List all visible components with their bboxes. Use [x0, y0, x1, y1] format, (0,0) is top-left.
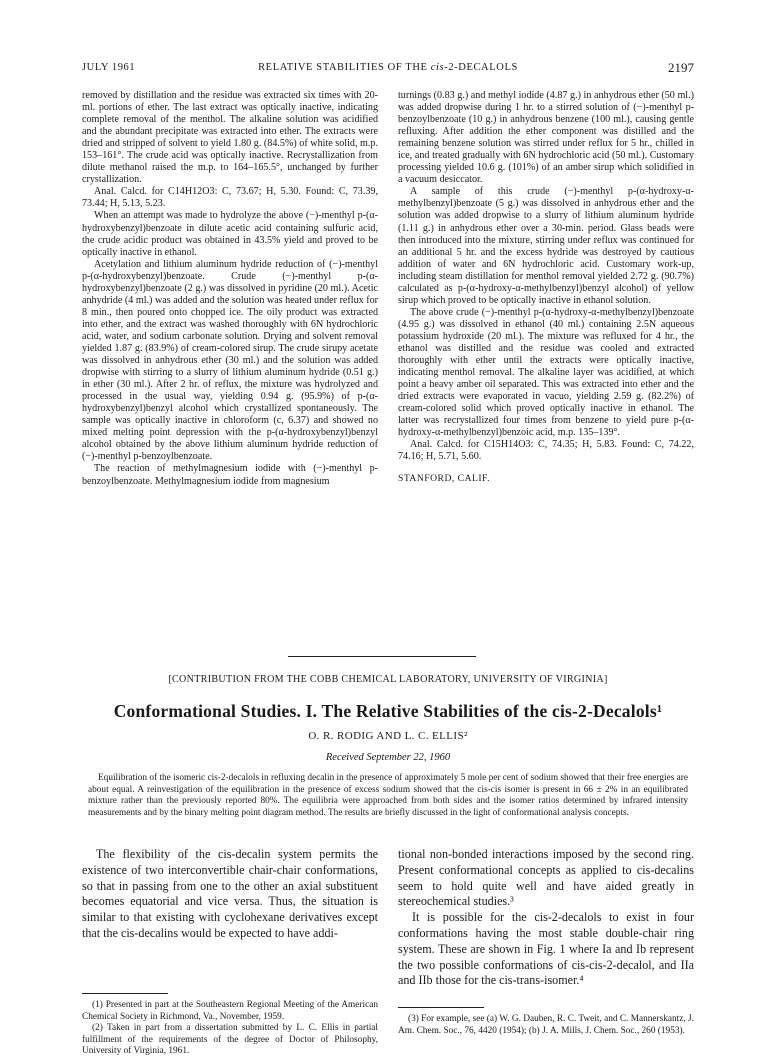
- paragraph: It is possible for the cis-2-decalols to exist in four conformations having the most stable double-chair ring system. These are shown in Fig. 1 where Ia and Ib represent the two possible conformations of cis-cis-2-decalol, and IIa and IIb those for the cis-trans-isomer.⁴: [398, 910, 694, 988]
- footnote: (2) Taken in part from a dissertation submitted by L. C. Ellis in partial fulfillment of the requirements of the degree of Doctor of Philosophy, University of Virginia, 1961.: [82, 1023, 378, 1057]
- footnotes-right: [398, 1014, 694, 1037]
- left-column-text: [82, 90, 378, 488]
- abstract-text: Equilibration of the isomeric cis-2-decalols in refluxing decalin in the presence of approximately 5 mole per cent of sodium showed that their free energies are about equal. A reinvestigation of the equilibration in the presence of excess sodium showed that the cis-cis isomer is present in 66 ± 2% in an equilibrated mixture rather than the previously reported 80%. The equilibria were approached from both sides and the isomer ratios determined by infrared intensity measurements and by the binary melting point diagram method. The results are briefly discussed in the light of conformational analysis concepts.: [88, 773, 688, 818]
- paragraph: A sample of this crude (−)-menthyl p-(α-hydroxy-α-methylbenzyl)benzoate (5 g.) was dissolved in anhydrous ether and the solution was added dropwise to a slurry of lithium aluminum hydride (1.11 g.) in anhydrous ether over a 30-min. period. Glass beads were then introduced into the mixture, stirring under reflux was continued for an additional 5 hr. and the excess hydride was destroyed by cautious addition of water and 6N hydrochloric acid. Customary work-up, including steam distillation for menthol removal yielded 2.72 g. (90.7%) calculated as p-(α-hydroxy-α-methylbenzyl)benzyl alcohol) of yellow sirup which proved to be optically inactive in ethanol solution.: [398, 186, 694, 306]
- paragraph: The reaction of methylmagnesium iodide with (−)-menthyl p-benzoylbenzoate. Methylmagnesium iodide from magnesium: [82, 463, 378, 487]
- running-title: RELATIVE STABILITIES OF THE cis-2-DECALOLS: [258, 62, 518, 73]
- received-date: Received September 22, 1960: [325, 752, 451, 763]
- paragraph: Anal. Calcd. for C14H12O3: C, 73.67; H, 5.30. Found: C, 73.39, 73.44; H, 5.13, 5.23.: [82, 186, 378, 210]
- paragraph: Acetylation and lithium aluminum hydride reduction of (−)-menthyl p-(α-hydroxybenzyl)benzoate. Crude (−)-menthyl p-(α-hydroxybenzyl)benzoate (2 g.) was dissolved in pyridine (20 ml.). Acetic anhydride (4 ml.) was added and the solution was heated under reflux for 8 min., then poured onto chopped ice. The oily product was extracted into ether, and the extract was washed thoroughly with 6N hydrochloric acid, water, and sodium carbonate solution. Drying and solvent removal yielded 1.87 g. (83.9%) of cream-colored sirup. The crude sirupy acetate was dissolved in anhydrous ether (30 ml.) and the solution was added dropwise with stirring to a slurry of lithium aluminum hydride (0.51 g.) in ether (30 ml.). After 2 hr. of reflux, the mixture was hydrolyzed and processed in the usual way, yielding 0.94 g. (95.9%) of p-(α-hydroxybenzyl)benzyl alcohol which crystallized spontaneously. The sample was optically inactive in chloroform (c, 6.37) and showed no mixed melting point depression with the p-(α-hydroxybenzyl)benzyl alcohol obtained by the above lithium aluminum hydride reduction of (−)-menthyl p-benzoylbenzoate.: [82, 258, 378, 463]
- paragraph: removed by distillation and the residue was extracted six times with 20-ml. portions of ether. The last extract was optically inactive, indicating complete removal of the menthol. The alkaline solution was acidified and the abundant precipitate was extracted into ether. The extracts were dried and stripped of solvent to yield 1.80 g. (84.5%) of white solid, m.p. 153–161°. The crude acid was optically inactive. Recrystallization from dilute methanol raised the m.p. to 164–165.5°, unchanged by further crystallization.: [82, 90, 378, 186]
- page-number: 2197: [668, 60, 694, 75]
- footnote: (3) For example, see (a) W. G. Dauben, R. C. Tweit, and C. Mannerskantz, J. Am. Chem. Soc., 76, 4420 (1954); (b) J. A. Mills, J. Chem. Soc., 260 (1953).: [398, 1014, 694, 1036]
- location-signoff: STANFORD, CALIF.: [398, 473, 491, 485]
- footnote-divider: [82, 993, 168, 994]
- footnote: (1) Presented in part at the Southeastern Regional Meeting of the American Chemical Society in Richmond, Va., November, 1959.: [82, 1000, 378, 1022]
- authors: O. R. RODIG AND L. C. ELLIS²: [308, 730, 468, 742]
- body-left-column: [82, 847, 378, 942]
- footnote-divider: [398, 1007, 484, 1008]
- issue-date: JULY 1961: [82, 62, 136, 73]
- running-head: [82, 62, 694, 78]
- article-title: Conformational Studies. I. The Relative Stabilities of the cis-2-Decalols¹: [113, 701, 663, 721]
- right-column-text: [398, 90, 694, 486]
- contribution-line: [CONTRIBUTION FROM THE COBB CHEMICAL LABORATORY, UNIVERSITY OF VIRGINIA]: [168, 674, 608, 685]
- footnotes-left: [82, 1000, 378, 1058]
- paragraph: tional non-bonded interactions imposed by the second ring. Present conformational concepts as applied to cis-decalins seem to hold quite well and have aided greatly in stereochemical studies.³: [398, 847, 694, 909]
- paragraph: Anal. Calcd. for C15H14O3: C, 74.35; H, 5.83. Found: C, 74.22, 74.16; H, 5.71, 5.60.: [398, 439, 694, 463]
- paragraph: The above crude (−)-menthyl p-(α-hydroxy-α-methylbenzyl)benzoate (4.95 g.) was dissolved in ethanol (40 ml.) containing 2.5N aqueous potassium hydroxide (20 ml.). The mixture was refluxed for 4 hr., the ethanol was distilled and the residue was cooled and extracted thoroughly with ether until the extracts were optically inactive, indicating menthol removal. The alkaline layer was acidified, at which point a heavy amber oil separated. This was extracted into ether and the dried extracts were evaporated in vacuo, yielding 2.59 g. (82.2%) of cream-colored solid which proved optically inactive in ethanol. The latter was recrystallized four times from benzene to yield pure p-(α-hydroxy-α-methylbenzyl)benzoic acid, m.p. 135–139°.: [398, 306, 694, 439]
- paragraph: When an attempt was made to hydrolyze the above (−)-menthyl p-(α-hydroxybenzyl)benzoate in dilute acetic acid containing sulfuric acid, the crude acidic product was obtained in 43.5% yield and proved to be optically inactive in ethanol.: [82, 210, 378, 258]
- paragraph: The flexibility of the cis-decalin system permits the existence of two interconvertible chair-chair conformations, so that in passing from one to the other an axial substituent becomes equatorial and vice versa. Thus, the situation is similar to that existing with cyclohexane derivatives except that the cis-decalins would be expected to have addi-: [82, 847, 378, 940]
- body-right-column: [398, 847, 694, 989]
- paragraph: turnings (0.83 g.) and methyl iodide (4.87 g.) in anhydrous ether (50 ml.) was added dropwise during 1 hr. to a stirred solution of (−)-menthyl p-benzoylbenzoate (10 g.) in anhydrous benzene (100 ml.), causing gentle refluxing. After addition the ether component was distilled and the remaining benzene solution was stirred under reflux for 5 hr., chilled in ice, and treated gradually with 6N hydrochloric acid (50 ml.). Customary processing yielded 10.6 g. (101%) of an amber sirup which solidified in a vacuum desiccator.: [398, 90, 694, 186]
- abstract: [88, 773, 688, 819]
- section-divider: [288, 656, 476, 657]
